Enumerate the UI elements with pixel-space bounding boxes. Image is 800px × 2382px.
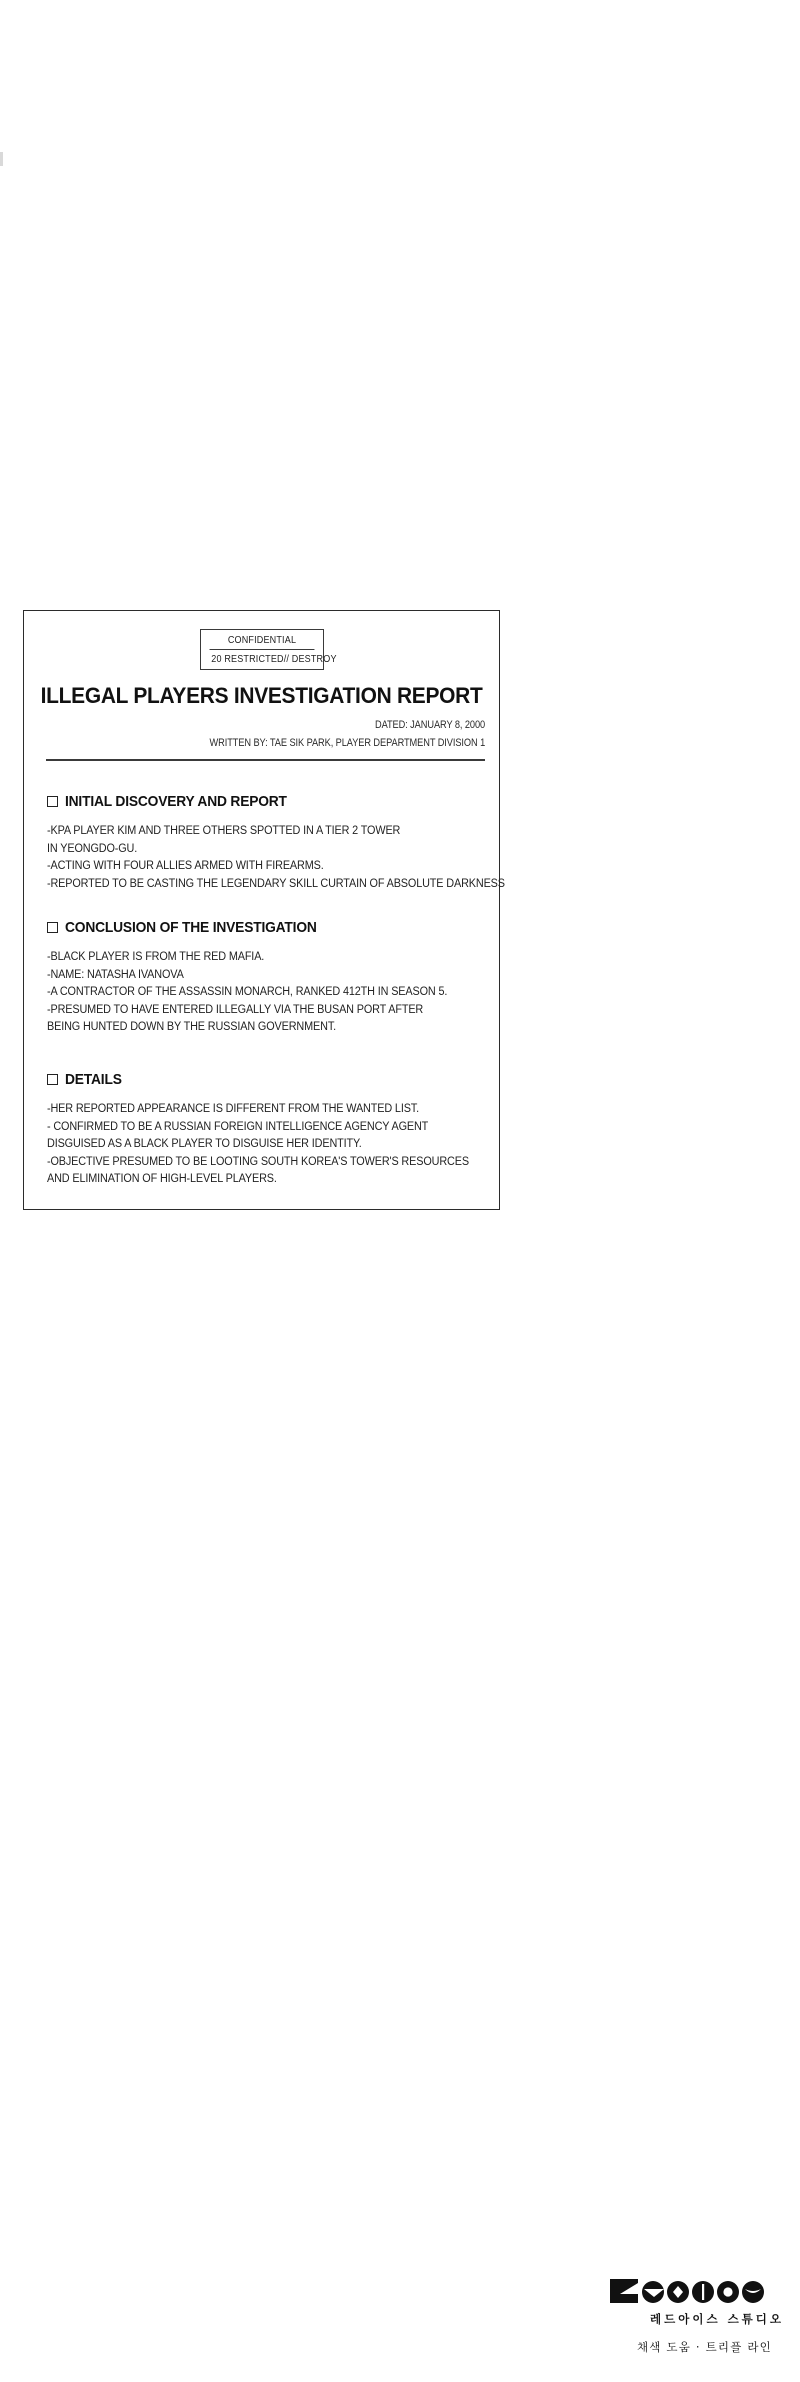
section-initial-discovery: [47, 793, 505, 892]
checkbox-icon: [47, 1074, 58, 1085]
body-line: - CONFIRMED TO BE A RUSSIAN FOREIGN INTELLIGENCE AGENCY AGENT: [47, 1118, 429, 1133]
report-date: DATED: JANUARY 8, 2000: [374, 719, 485, 731]
body-line: -HER REPORTED APPEARANCE IS DIFFERENT FROM THE WANTED LIST.: [47, 1101, 419, 1115]
report-title: ILLEGAL PLAYERS INVESTIGATION REPORT: [40, 683, 483, 708]
colorist-credit-korean: 채색 도움 · 트리플 라인: [636, 2340, 772, 2354]
page-edge-artifact: [0, 152, 3, 166]
body-line: -REPORTED TO BE CASTING THE LEGENDARY SKILL CURTAIN OF ABSOLUTE DARKNESS: [47, 875, 505, 890]
section-body: [47, 1100, 489, 1188]
section-body: [47, 948, 489, 1036]
body-line: -KPA PLAYER KIM AND THREE OTHERS SPOTTED IN A TIER 2 TOWER: [47, 823, 401, 837]
investigation-report-card: [23, 610, 505, 1210]
body-line: -A CONTRACTOR OF THE ASSASSIN MONARCH, RANKED 412TH IN SEASON 5.: [47, 984, 448, 998]
section-heading: [47, 793, 489, 810]
body-line: AND ELIMINATION OF HIGH-LEVEL PLAYERS.: [47, 1171, 277, 1185]
body-line: -ACTING WITH FOUR ALLIES ARMED WITH FIREARMS.: [47, 858, 324, 872]
section-heading: [47, 1071, 489, 1088]
section-conclusion: [47, 919, 489, 1036]
title-divider: [46, 759, 485, 761]
studio-name-korean: 레드아이스 스튜디오: [650, 2312, 784, 2326]
classification-stamp: [200, 629, 337, 670]
section-heading-label: INITIAL DISCOVERY AND REPORT: [65, 793, 287, 810]
section-heading-label: CONCLUSION OF THE INVESTIGATION: [65, 919, 317, 936]
studio-credit: [0, 2278, 786, 2355]
body-line: BEING HUNTED DOWN BY THE RUSSIAN GOVERNMENT.: [47, 1019, 337, 1033]
body-line: DISGUISED AS A BLACK PLAYER TO DISGUISE HER IDENTITY.: [47, 1136, 362, 1150]
body-line: IN YEONGDO-GU.: [47, 840, 138, 855]
section-details: [47, 1071, 489, 1188]
body-line: -OBJECTIVE PRESUMED TO BE LOOTING SOUTH KOREA'S TOWER'S RESOURCES: [47, 1153, 469, 1168]
checkbox-icon: [47, 922, 58, 933]
checkbox-icon: [47, 796, 58, 807]
section-heading-label: DETAILS: [65, 1071, 122, 1088]
stamp-confidential-label: CONFIDENTIAL: [209, 630, 314, 650]
body-line: -NAME: NATASHA IVANOVA: [47, 966, 184, 981]
report-author: WRITTEN BY: TAE SIK PARK, PLAYER DEPARTMENT DIVISION 1: [209, 737, 485, 749]
body-line: -BLACK PLAYER IS FROM THE RED MAFIA.: [47, 949, 265, 963]
section-body: [47, 822, 505, 892]
stamp-restricted-label: 20 RESTRICTED// DESTROY: [210, 653, 337, 665]
section-heading: [47, 919, 489, 936]
body-line: -PRESUMED TO HAVE ENTERED ILLEGALLY VIA THE BUSAN PORT AFTER: [47, 1001, 424, 1016]
redice-studio-logo-icon: [608, 2278, 786, 2304]
